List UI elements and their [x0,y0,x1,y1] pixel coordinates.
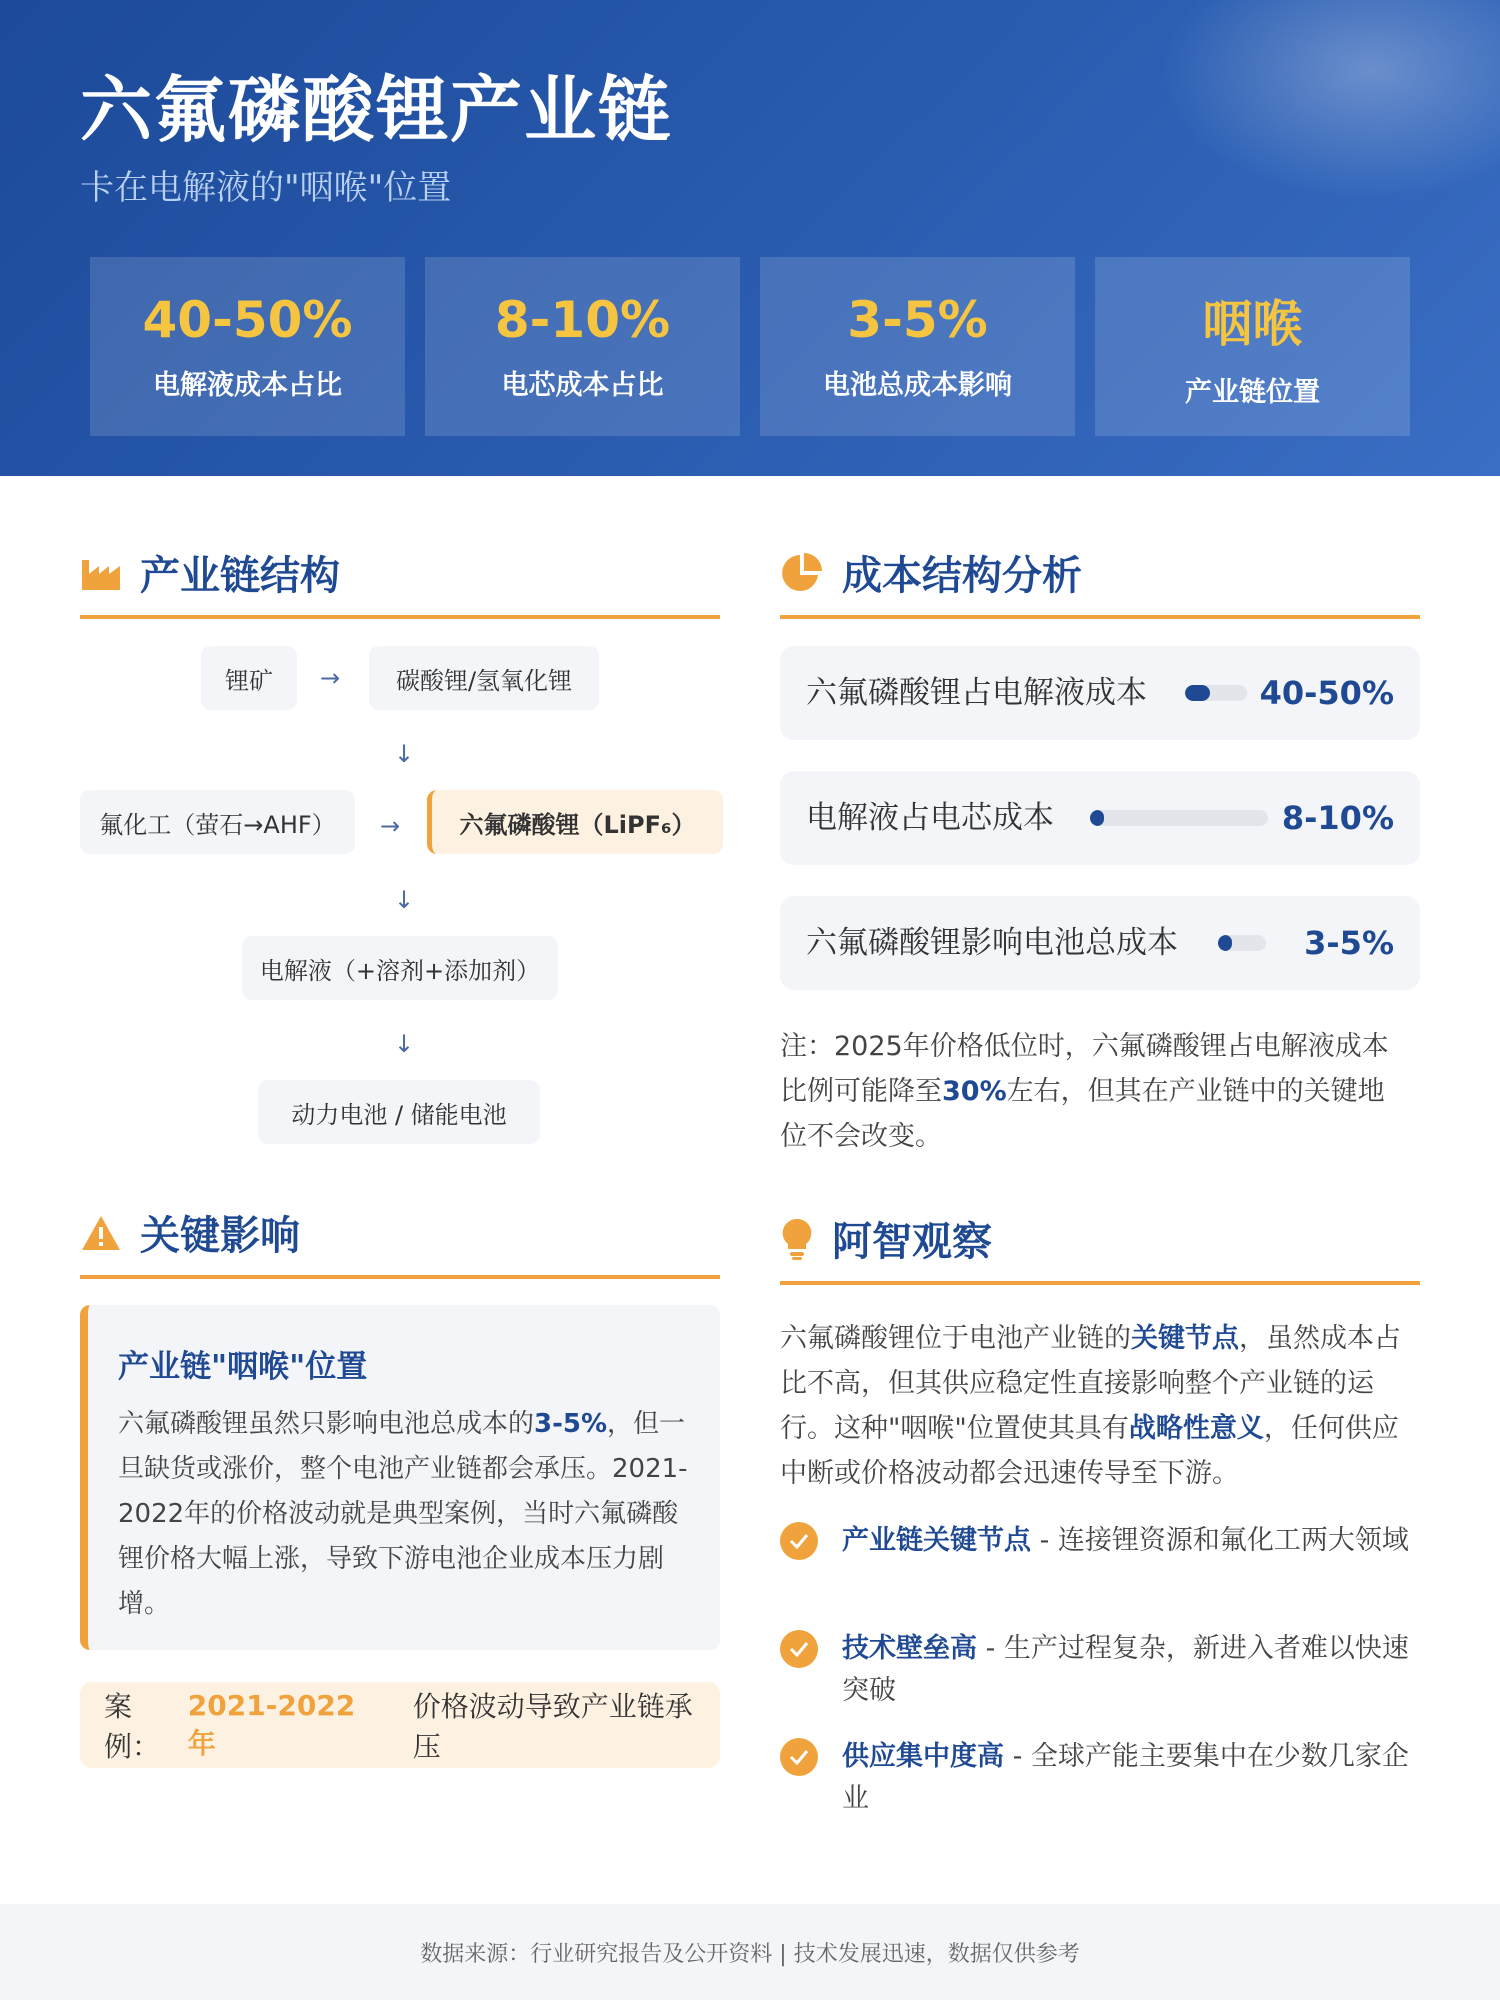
observe-text: ，任何供应中断或价格波动都会迅速传导至下游。 [780,1413,1399,1489]
observe-section-header [780,1210,1420,1285]
impact-text-pre: 六氟磷酸锂虽然只影响电池总成本的 [118,1409,535,1439]
case-year: 2021-2022年 [187,1688,356,1760]
cost-row [780,646,1420,740]
impact-text-post: ，但一旦缺货或涨价，整个电池产业链都会承压。2021-2022年的价格波动就是典型案例，当时六氟磷酸锂价格大幅上涨，导致下游电池企业成本压力剧增。 [118,1409,688,1619]
cost-row [780,771,1420,865]
observe-paragraph [780,1316,1410,1496]
stat-value: 8-10% [494,291,671,349]
impact-section-title: 关键影响 [140,1213,300,1259]
cost-row-value: 3-5% [1304,924,1394,962]
check-icon [780,1522,818,1560]
bullet-text: - 生产过程复杂，新进入者难以快速突破 [842,1633,1409,1706]
stat-label: 电芯成本占比 [501,370,664,401]
case-label: 案例： [104,1690,161,1763]
observe-text: ，虽然成本占比不高，但其供应稳定性直接影响整个产业链的运行。这种"咽喉"位置使其具有 [780,1323,1401,1444]
cost-section-header [780,544,1420,619]
observe-bullet [780,1736,1420,1820]
impact-card-text [118,1402,690,1627]
stat-card [90,257,405,436]
case-banner [80,1682,720,1768]
cost-row-value: 8-10% [1281,799,1394,837]
observe-bullet-text [842,1520,1420,1562]
chain-node-lithium-ore: 锂矿 [201,646,297,710]
observe-bold: 关键节点 [1131,1323,1239,1354]
impact-card [80,1305,720,1650]
stat-card [425,257,740,436]
impact-section-header [80,1204,720,1279]
bullet-text: - 全球产能主要集中在少数几家企业 [842,1741,1409,1814]
stat-value: 3-5% [847,291,988,349]
stat-value: 40-50% [142,291,353,349]
stat-label: 电池总成本影响 [823,370,1012,401]
cost-row [780,896,1420,990]
chain-node-fluorine: 氟化工（萤石→AHF） [80,790,355,854]
cost-progress-fill [1185,685,1210,701]
observe-bullet [780,1628,1420,1712]
footer [0,1904,1500,2000]
observe-section-title: 阿智观察 [832,1219,992,1265]
stat-label: 产业链位置 [1185,377,1320,408]
check-icon [780,1738,818,1776]
cost-progress-fill [1090,810,1104,826]
bullet-bold: 产业链关键节点 [842,1525,1031,1556]
stat-card [1095,257,1410,436]
warning-icon [80,1214,122,1252]
chain-section-title: 产业链结构 [140,553,340,599]
bullet-text: - 连接锂资源和氟化工两大领域 [1031,1525,1409,1556]
chain-node-electrolyte: 电解液（+溶剂+添加剂） [242,936,558,1000]
observe-bullet-text [842,1628,1420,1712]
cost-row-value: 40-50% [1259,674,1394,712]
stat-label: 电解液成本占比 [153,370,342,401]
pie-chart-icon [780,551,824,595]
bullet-bold: 技术壁垒高 [842,1633,977,1664]
chain-node-battery: 动力电池 / 储能电池 [258,1080,540,1144]
chain-section-header [80,544,720,619]
cost-progress-fill [1218,935,1232,951]
case-text: 价格波动导致产业链承压 [412,1690,693,1763]
impact-card-title: 产业链"咽喉"位置 [118,1349,368,1385]
page-title: 六氟磷酸锂产业链 [80,68,673,152]
arrow-right: → [380,812,401,840]
header-banner [0,0,1500,476]
observe-bullet-text [842,1736,1420,1820]
cost-progress-track [1185,685,1247,701]
header-glow [1160,0,1500,200]
cost-note-pre: 注：2025年价格低位时，六氟磷酸锂占电解液成本比例可能降至 [780,1031,1389,1107]
stat-value: 咽喉 [1202,295,1303,353]
cost-row-label: 六氟磷酸锂影响电池总成本 [806,925,1178,961]
arrow-right: → [320,664,341,692]
cost-progress-track [1218,935,1266,951]
cost-section-title: 成本结构分析 [842,553,1082,599]
stat-card [760,257,1075,436]
bullet-bold: 供应集中度高 [842,1741,1004,1772]
cost-progress-track [1090,810,1268,826]
cost-row-label: 电解液占电芯成本 [806,800,1054,836]
arrow-down: ↓ [394,740,415,768]
stats-row [90,257,1410,436]
cost-note-post: 左右，但其在产业链中的关键地位不会改变。 [780,1076,1385,1152]
impact-text-bold: 3-5% [534,1409,608,1439]
check-icon [780,1630,818,1668]
chain-node-lipf6: 六氟磷酸锂（LiPF₆） [427,790,723,854]
cost-row-label: 六氟磷酸锂占电解液成本 [806,675,1147,711]
observe-bullet [780,1520,1420,1562]
arrow-down: ↓ [394,886,415,914]
factory-icon [80,554,122,592]
observe-text: 六氟磷酸锂位于电池产业链的 [780,1323,1131,1354]
cost-note [780,1024,1410,1159]
observe-bold: 战略性意义 [1128,1413,1264,1444]
arrow-down: ↓ [394,1030,415,1058]
cost-note-bold: 30% [942,1076,1007,1107]
page-subtitle: 卡在电解液的"咽喉"位置 [80,168,452,208]
chain-node-lithium-carbonate: 碳酸锂/氢氧化锂 [369,646,599,710]
footer-source: 数据来源：行业研究报告及公开资料 | 技术发展迅速，数据仅供参考 [420,1941,1080,1967]
lightbulb-icon [780,1217,814,1261]
